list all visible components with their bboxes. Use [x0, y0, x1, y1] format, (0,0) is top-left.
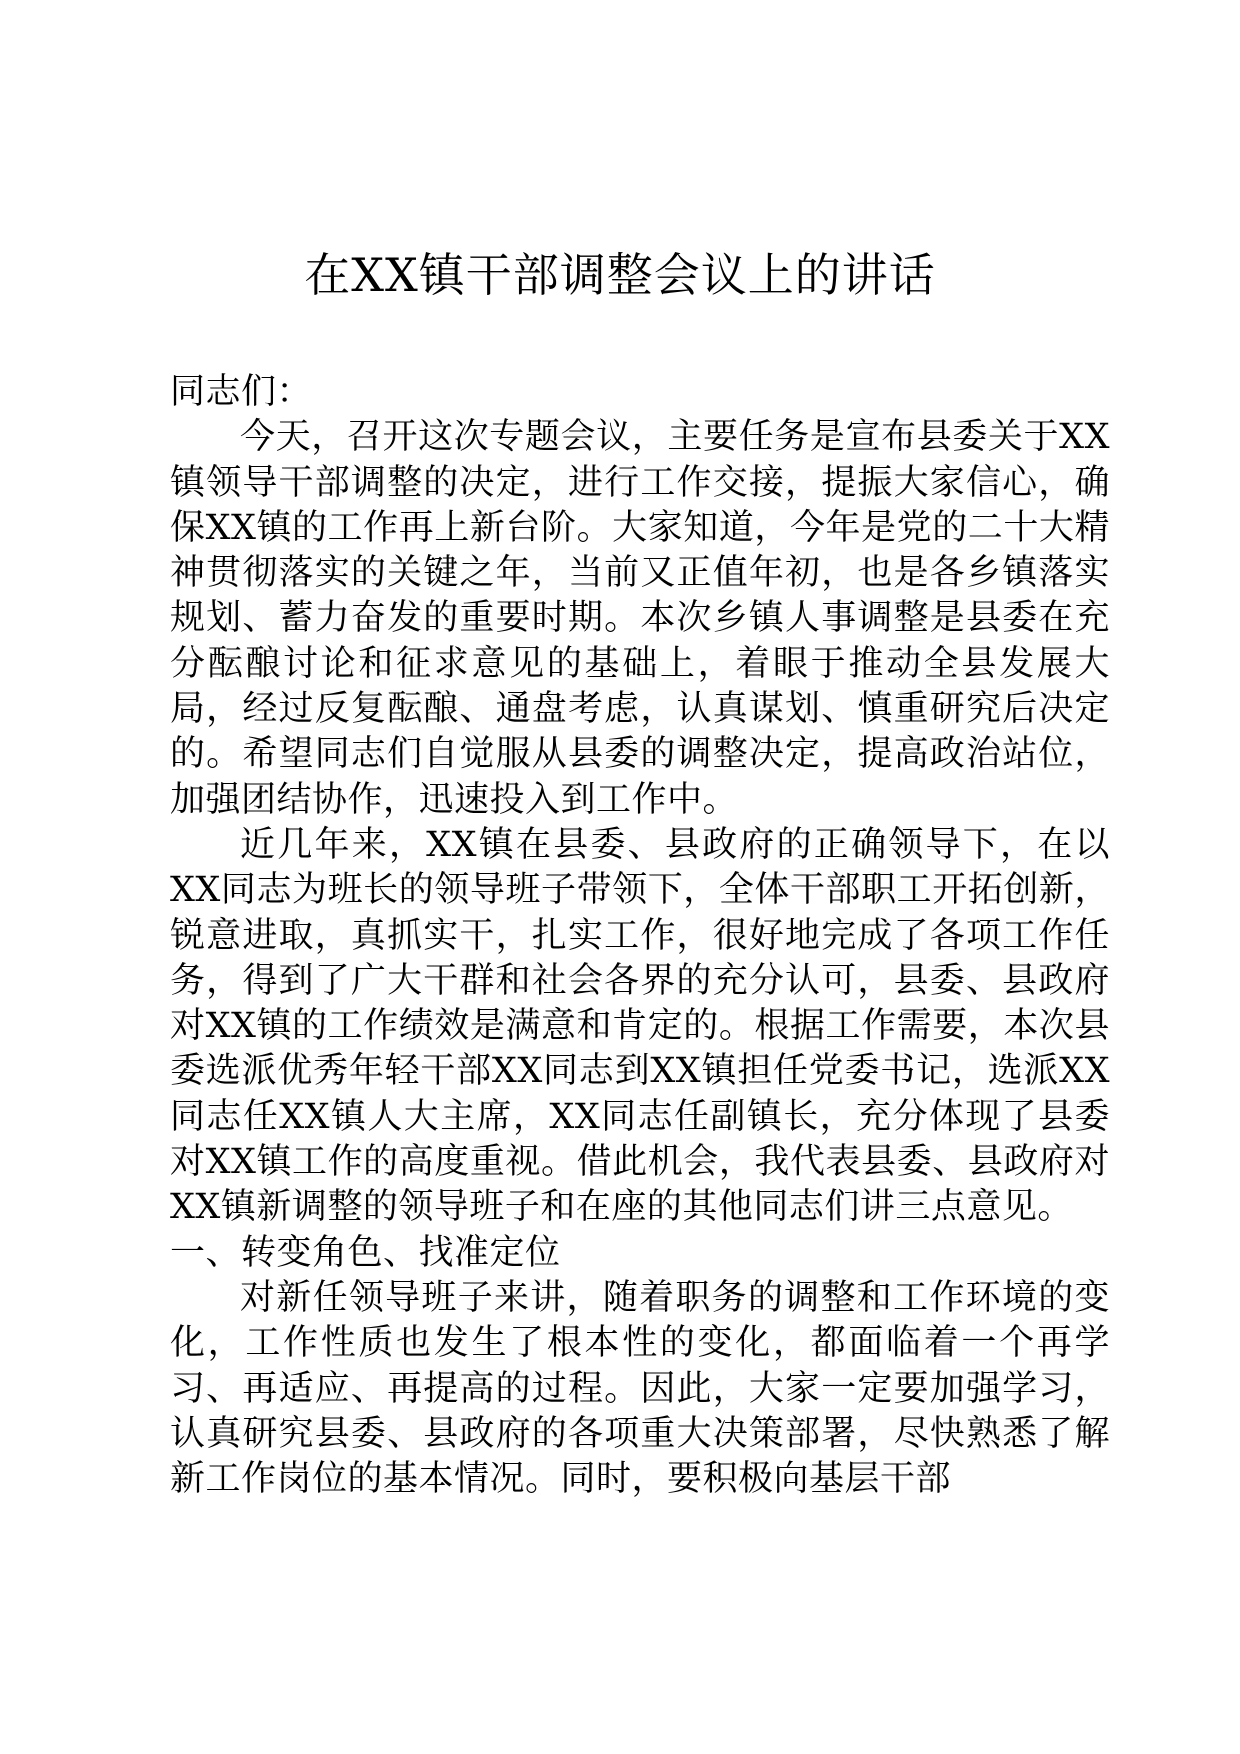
paragraph-2: 近几年来，XX镇在县委、县政府的正确领导下，在以XX同志为班长的领导班子带领下，全体干部职工开拓创新，锐意进取，真抓实干，扎实工作，很好地完成了各项工作任务，得到了广大干群和社会各界的充分认可，县委、县政府对XX镇的工作绩效是满意和肯定的。根据工作需要，本次县委选派优秀年轻干部XX同志到XX镇担任党委书记，选派XX同志任XX镇人大主席，XX同志任副镇长，充分体现了县委对XX镇工作的高度重视。借此机会，我代表县委、县政府对XX镇新调整的领导班子和在座的其他同志们讲三点意见。 — [170, 824, 1110, 1228]
section-paragraph: 对新任领导班子来讲，随着职务的调整和工作环境的变化，工作性质也发生了根本性的变化，都面临着一个再学习、再适应、再提高的过程。因此，大家一定要加强学习，认真研究县委、县政府的各项重大决策部署，尽快熟悉了解新工作岗位的基本情况。同时，要积极向基层干部 — [170, 1277, 1110, 1500]
salutation: 同志们： — [170, 372, 313, 412]
document-body — [170, 370, 1110, 1502]
paragraph-1: 今天，召开这次专题会议，主要任务是宣布县委关于XX镇领导干部调整的决定，进行工作交接，提振大家信心，确保XX镇的工作再上新台阶。大家知道，今年是党的二十大精神贯彻落实的关键之年，当前又正值年初，也是各乡镇落实规划、蓄力奋发的重要时期。本次乡镇人事调整是县委在充分酝酿讨论和征求意见的基础上，着眼于推动全县发展大局，经过反复酝酿、通盘考虑，认真谋划、慎重研究后决定的。希望同志们自觉服从县委的调整决定，提高政治站位，加强团结协作，迅速投入到工作中。 — [170, 417, 1110, 820]
section-heading: 一、转变角色、找准定位 — [170, 1232, 561, 1273]
document-title: 在XX镇干部调整会议上的讲话 — [304, 248, 936, 302]
